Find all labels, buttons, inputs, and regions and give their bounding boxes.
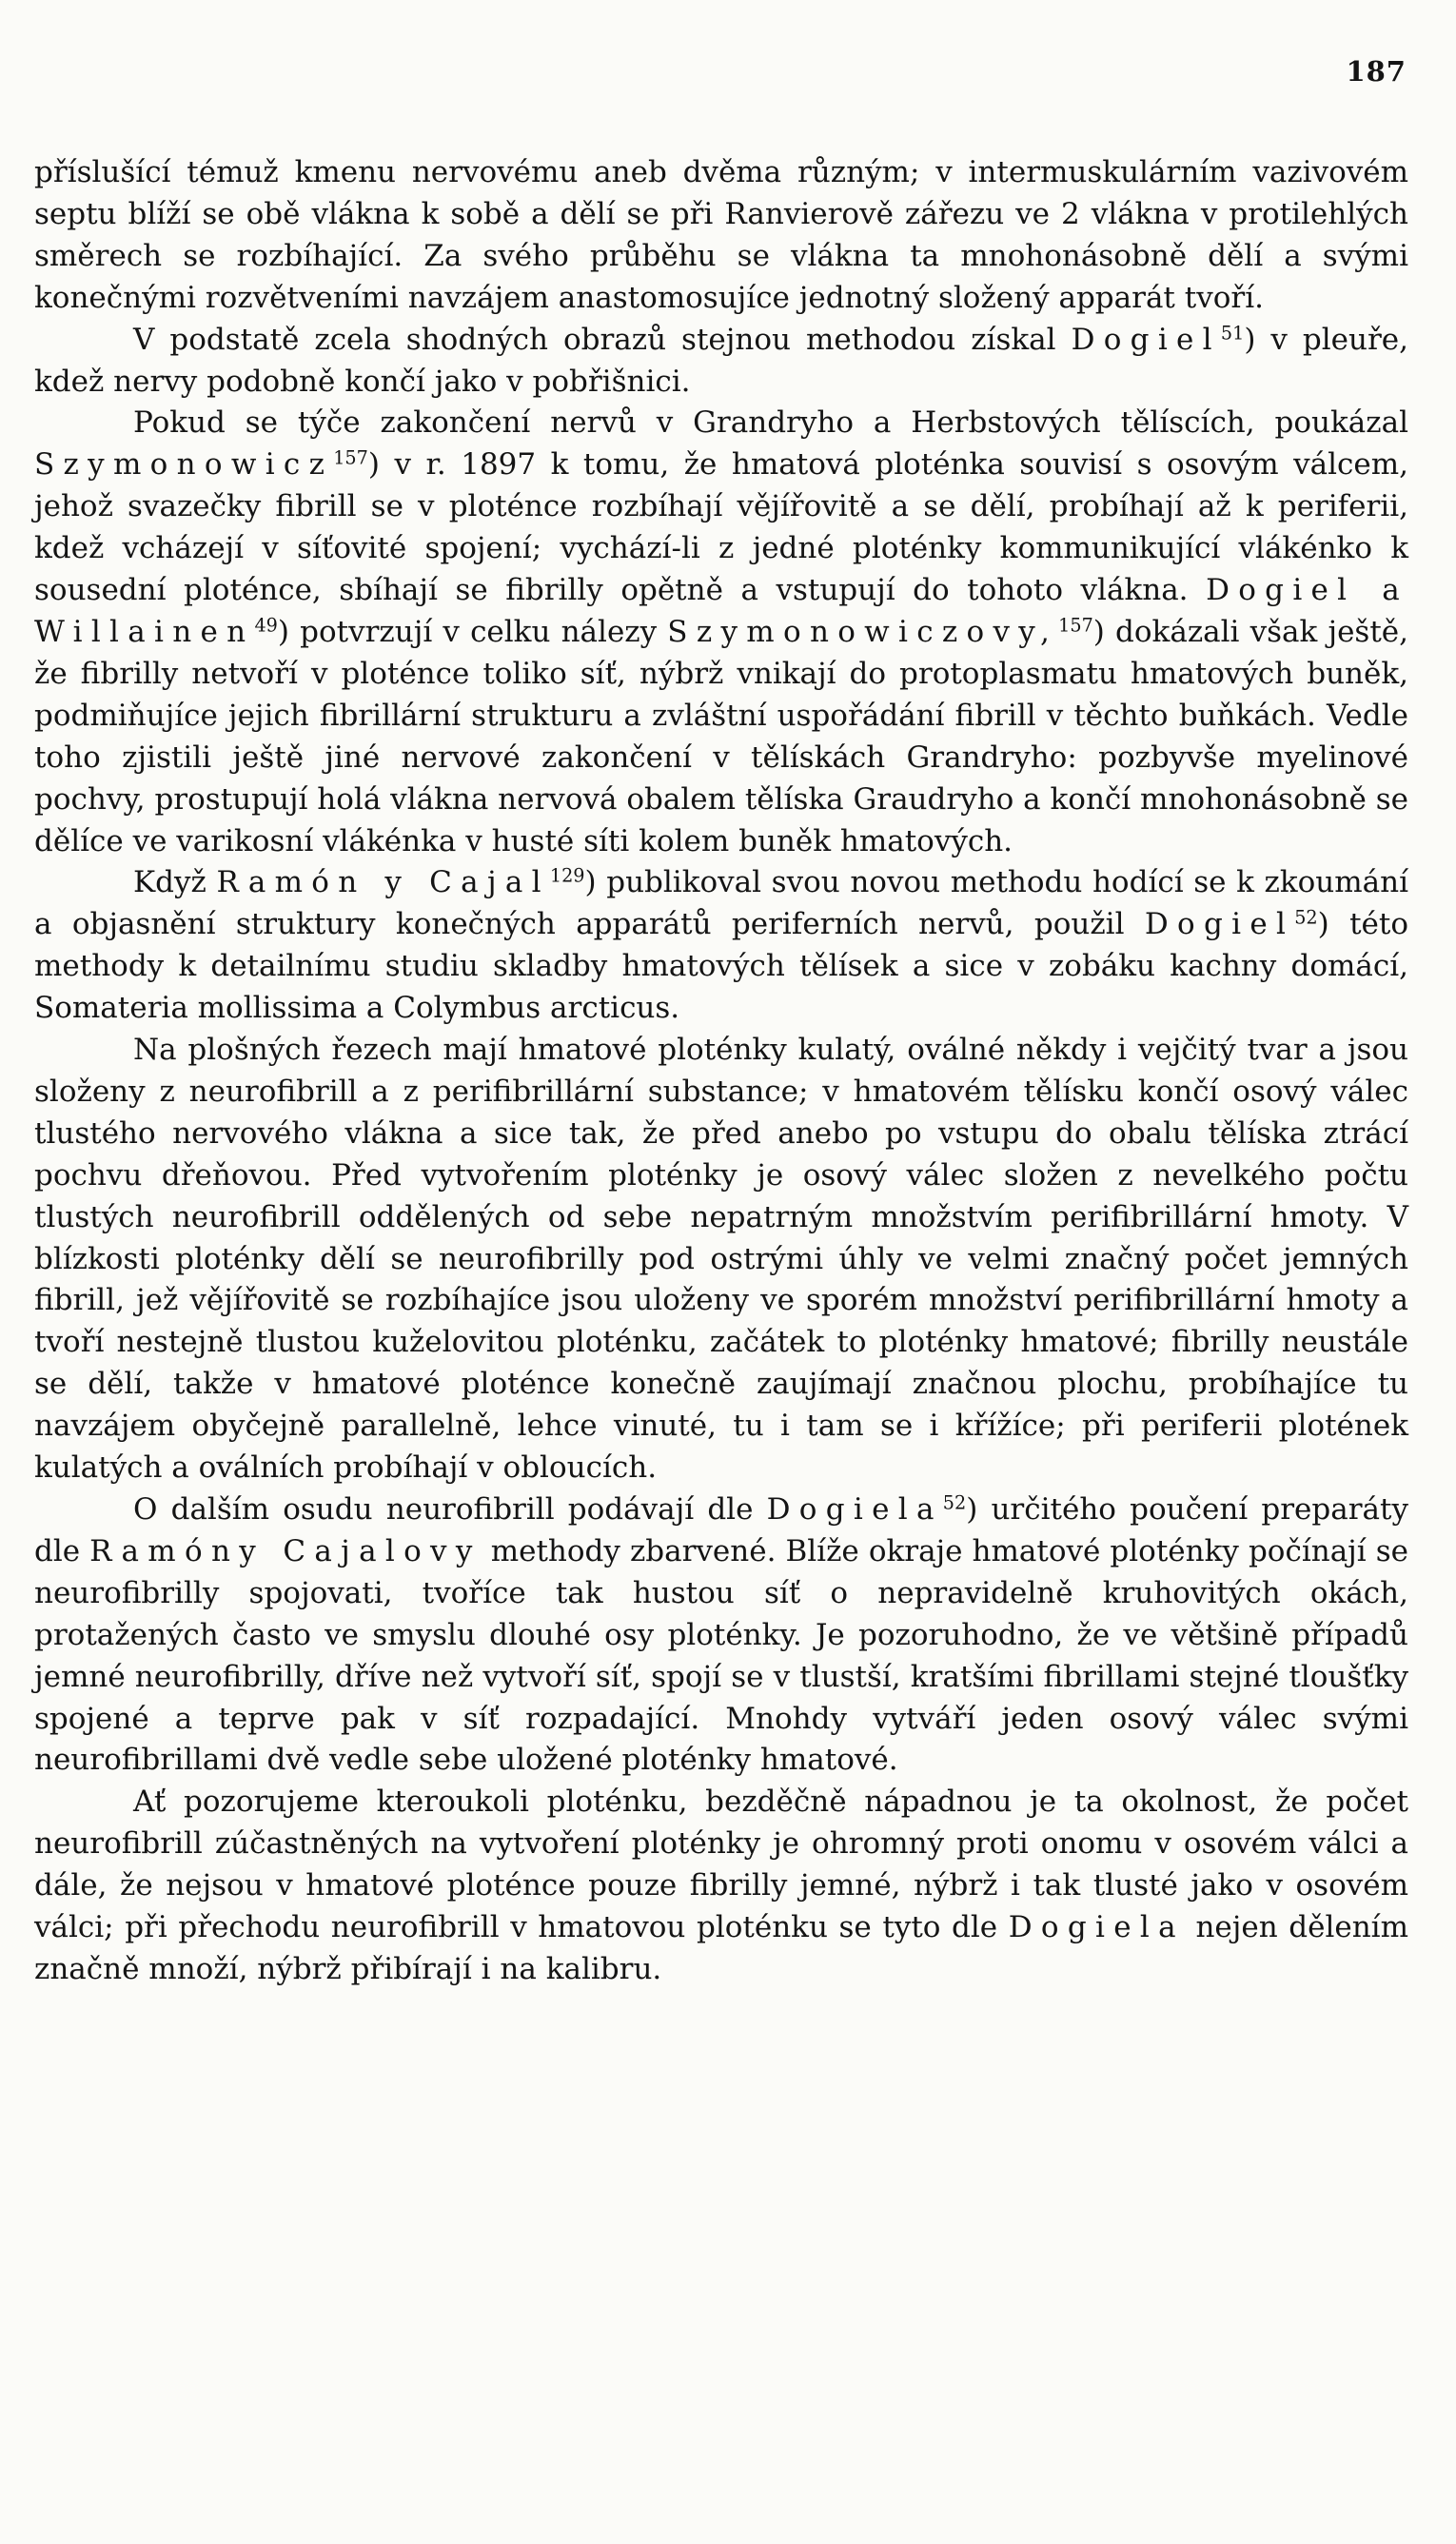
- paragraph-2: V podstatě zcela shodných obrazů stejnou methodou získal Dogiel$^{51}$) v pleuře, kdež nervy podobně končí jako v pobřišnici.: [34, 322, 1409, 399]
- author-name: Szymonowiczovy,: [667, 614, 1059, 649]
- author-name: Dogiel: [1071, 322, 1221, 357]
- author-name: Ramóny Cajalovy: [89, 1533, 482, 1568]
- reference-number: 51: [1220, 322, 1245, 345]
- reference-number: 49: [254, 614, 278, 637]
- reference-number: 157: [1058, 614, 1093, 637]
- page-number: 187: [1346, 55, 1407, 88]
- author-name: Ramón y Cajal: [216, 865, 550, 900]
- paragraph-7: Ať pozorujeme kteroukoli ploténku, bezděčně nápadnou je ta okolnost, že počet neurofibrill zúčastněných na vytvoření ploténky je ohromný proti onomu v osovém válci a dále, že nejsou v hmatové ploténce pouze fibrilly jemné, nýbrž i tak tlusté jako v osovém válci; při přechodu neurofibrill v hmatovou ploténku se tyto dle Dogiela nejen dělením značně množí, nýbrž přibírají i na kalibru.: [34, 1785, 1408, 1986]
- author-name: Dogiela: [1008, 1910, 1185, 1945]
- author-name: Szymonowicz: [34, 447, 334, 483]
- author-name: Dogiela: [766, 1492, 943, 1527]
- reference-number: 157: [333, 446, 368, 469]
- paragraph-4: Když Ramón y Cajal$^{129}$) publikoval svou novou methodu hodící se k zkoumání a objasnění struktury konečných apparátů periferních nervů, použil Dogiel$^{52}$) této methody k detailnímu studiu skladby hmatových tělísek a sice v zobáku kachny domácí, Somateria mollissima a Colymbus arcticus.: [34, 864, 1408, 1026]
- paragraph-1: příslušící témuž kmenu nervovému aneb dvěma různým; v intermuskulárním vazivovém septu blíží se obě vlákna k sobě a dělí se při Ranvierově zářezu ve 2 vlákna v protilehlých směrech se rozbíhající. Za svého průběhu se vlákna ta mnohonásobně dělí a svými konečnými rozvětveními navzájem anastomosujíce jednotný složený apparát tvoří.: [34, 155, 1408, 315]
- paragraph-5: Na plošných řezech mají hmatové ploténky kulatý, oválné někdy i vejčitý tvar a jsou složeny z neurofibrill a z perifibrillární substance; v hmatovém tělísku končí osový válec tlustého nervového vlákna a sice tak, že před anebo po vstupu do obalu tělíska ztrácí pochvu dřeňovou. Před vytvořením ploténky je osový válec složen z nevelkého počtu tlustých neurofibrill oddělených od sebe nepatrným množstvím perifibrillární hmoty. V blízkosti ploténky dělí se neurofibrilly pod ostrými úhly ve velmi značný počet jemných fibrill, jež vějířovitě se rozbíhajíce jsou uloženy ve sporém množství perifibrillární hmoty a tvoří nestejně tlustou kuželovitou ploténku, začátek to ploténky hmatové; fibrilly neustále se dělí, takže v hmatové ploténce konečně zaujímají značnou plochu, probíhajíce tu navzájem obyčejně parallelně, lehce vinuté, tu i tam se i křížíce; při periferii plotének kulatých a oválních probíhají v obloucích.: [34, 1033, 1408, 1486]
- reference-number: 129: [549, 864, 585, 887]
- paragraph-6: O dalším osudu neurofibrill podávají dle Dogiela$^{52}$) určitého poučení preparáty dle Ramóny Cajalovy methody zbarvené. Blíže okraje hmatové ploténky počínají se neurofibrilly spojovati, tvoříce tak hustou síť o nepravidelně kruhovitých okách, protažených často ve smyslu dlouhé osy ploténky. Je pozoruhodno, že ve většině případů jemné neurofibrilly, dříve než vytvoří síť, spojí se v tlustší, kratšími fibrillami stejné tloušťky spojené a teprve pak v síť rozpadající. Mnohdy vytváří jeden osový válec svými neurofibrillami dvě vedle sebe uložené ploténky hmatové.: [34, 1491, 1409, 1778]
- body-text: [34, 152, 1408, 1991]
- reference-number: 52: [942, 1491, 967, 1514]
- author-name: Dogiel: [1144, 907, 1295, 942]
- author-name: Dogiel a Willainen: [34, 573, 1408, 649]
- paragraph-3: Pokud se týče zakončení nervů v Grandryho a Herbstových tělíscích, poukázal Szymonowicz$^{157}$) v r. 1897 k tomu, že hmatová ploténka souvisí s osovým válcem, jehož svazečky fibrill se v ploténce rozbíhají vějířovitě a se dělí, probíhají až k periferii, kdež vcházejí v síťovité spojení; vychází-li z jedné ploténky kommunikující vlákénko k sousední ploténce, sbíhají se fibrilly opětně a vstupují do tohoto vlákna. Dogiel a Willainen$^{49}$) potvrzují v celku nálezy Szymonowiczovy,$^{157}$) dokázali však ještě, že fibrilly netvoří v ploténce toliko síť, nýbrž vnikají do protoplasmatu hmatových buněk, podmiňujíce jejich fibrillární strukturu a zvláštní uspořádání fibrill v těchto buňkách. Vedle toho zjistili ještě jiné nervové zakončení v tělískách Grandryho: pozbyvše myelinové pochvy, prostupují holá vlákna nervová obalem tělíska Graudryho a končí mnohonásobně se dělíce ve varikosní vlákénka v husté síti kolem buněk hmatových.: [34, 405, 1408, 858]
- reference-number: 52: [1294, 906, 1318, 929]
